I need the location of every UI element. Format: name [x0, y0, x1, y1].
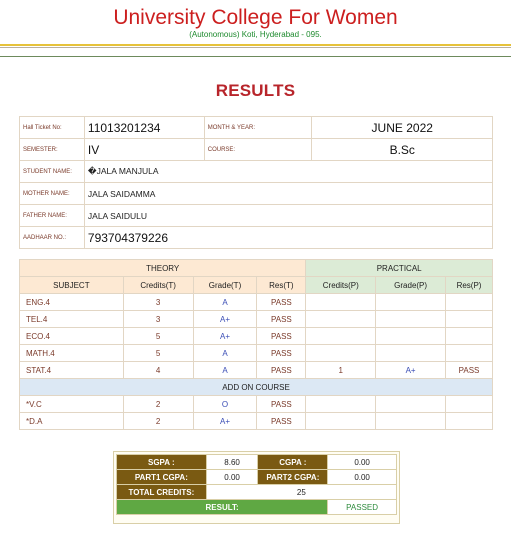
subject-cell: ECO.4 — [20, 328, 124, 345]
col-grade-p: Grade(P) — [376, 277, 446, 294]
res-t-cell: PASS — [257, 362, 306, 379]
credits-t-cell: 4 — [123, 362, 193, 379]
res-p-cell — [446, 345, 493, 362]
header-rule-thin — [0, 47, 511, 48]
gpa-summary-table — [116, 454, 397, 515]
col-subject: SUBJECT — [20, 277, 124, 294]
credits-t-cell: 2 — [123, 413, 193, 430]
subject-cell: MATH.4 — [20, 345, 124, 362]
res-p-cell — [446, 294, 493, 311]
credits-t-cell: 5 — [123, 328, 193, 345]
sgpa-label: SGPA : — [117, 455, 207, 470]
res-p-cell — [446, 396, 493, 413]
info-row-hallticket — [20, 117, 493, 139]
college-address: (Autonomous) Koti, Hyderabad - 095. — [189, 30, 322, 39]
grade-t-cell: A+ — [193, 311, 257, 328]
grade-t-cell: A — [193, 294, 257, 311]
credits-p-cell — [306, 413, 376, 430]
sgpa-value: 8.60 — [206, 455, 258, 470]
grade-p-cell — [376, 413, 446, 430]
father-name-label: FATHER NAME: — [20, 205, 85, 227]
marks-table — [19, 259, 493, 430]
grade-t-cell: A+ — [193, 413, 257, 430]
cgpa-label: CGPA : — [258, 455, 328, 470]
page-title: RESULTS — [215, 81, 296, 100]
cgpa-value: 0.00 — [328, 455, 397, 470]
info-row-father — [20, 205, 493, 227]
father-name-value: JALA SAIDULU — [84, 205, 492, 227]
subject-cell: STAT.4 — [20, 362, 124, 379]
table-row — [20, 328, 493, 345]
subject-cell: TEL.4 — [20, 311, 124, 328]
hall-ticket-label: Hall Ticket No: — [20, 117, 85, 139]
res-p-cell — [446, 328, 493, 345]
res-p-cell: PASS — [446, 362, 493, 379]
res-p-cell — [446, 311, 493, 328]
col-grade-t: Grade(T) — [193, 277, 257, 294]
grade-t-cell: O — [193, 396, 257, 413]
header-rule-bottom — [0, 56, 511, 57]
credits-p-cell: 1 — [306, 362, 376, 379]
column-header-row — [20, 277, 493, 294]
theory-header: THEORY — [20, 260, 306, 277]
grade-p-cell — [376, 311, 446, 328]
student-info-table — [19, 116, 493, 249]
section-header-row — [20, 260, 493, 277]
grade-p-cell: A+ — [376, 362, 446, 379]
college-name: University College For Women — [113, 6, 398, 29]
info-row-aadhaar — [20, 227, 493, 249]
course-value: B.Sc — [312, 139, 493, 161]
table-row — [20, 345, 493, 362]
semester-value: IV — [84, 139, 204, 161]
part2-cgpa-label: PART2 CGPA: — [258, 470, 328, 485]
addon-course-header: ADD ON COURSE — [20, 379, 493, 396]
part-cgpa-row — [117, 470, 397, 485]
grade-p-cell — [376, 396, 446, 413]
col-credits-p: Credits(P) — [306, 277, 376, 294]
page-header — [0, 0, 511, 60]
table-row — [20, 362, 493, 379]
grade-t-cell: A+ — [193, 328, 257, 345]
col-res-t: Res(T) — [257, 277, 306, 294]
student-name-label: STUDENT NAME: — [20, 161, 85, 183]
credits-p-cell — [306, 311, 376, 328]
table-row — [20, 413, 493, 430]
credits-p-cell — [306, 396, 376, 413]
col-res-p: Res(P) — [446, 277, 493, 294]
col-credits-t: Credits(T) — [123, 277, 193, 294]
res-t-cell: PASS — [257, 328, 306, 345]
table-row — [20, 396, 493, 413]
credits-t-cell: 3 — [123, 294, 193, 311]
result-value: PASSED — [328, 500, 397, 515]
subject-cell: *D.A — [20, 413, 124, 430]
credits-p-cell — [306, 345, 376, 362]
res-t-cell: PASS — [257, 396, 306, 413]
part2-cgpa-value: 0.00 — [328, 470, 397, 485]
aadhaar-value: 793704379226 — [84, 227, 492, 249]
credits-p-cell — [306, 328, 376, 345]
info-row-student — [20, 161, 493, 183]
table-row — [20, 311, 493, 328]
student-name-value: �JALA MANJULA — [84, 161, 492, 183]
res-t-cell: PASS — [257, 311, 306, 328]
sgpa-row — [117, 455, 397, 470]
subject-cell: *V.C — [20, 396, 124, 413]
hall-ticket-value: 11013201234 — [84, 117, 204, 139]
total-credits-value: 25 — [206, 485, 396, 500]
result-label: RESULT: — [117, 500, 328, 515]
credits-p-cell — [306, 294, 376, 311]
grade-p-cell — [376, 294, 446, 311]
total-credits-row — [117, 485, 397, 500]
month-year-value: JUNE 2022 — [312, 117, 493, 139]
mother-name-value: JALA SAIDAMMA — [84, 183, 492, 205]
mother-name-label: MOTHER NAME: — [20, 183, 85, 205]
res-p-cell — [446, 413, 493, 430]
res-t-cell: PASS — [257, 413, 306, 430]
table-row — [20, 294, 493, 311]
info-row-mother — [20, 183, 493, 205]
res-t-cell: PASS — [257, 294, 306, 311]
course-label: COURSE: — [204, 139, 312, 161]
grade-t-cell: A — [193, 345, 257, 362]
header-rule-gold — [0, 44, 511, 46]
result-row — [117, 500, 397, 515]
credits-t-cell: 3 — [123, 311, 193, 328]
res-t-cell: PASS — [257, 345, 306, 362]
info-row-semester — [20, 139, 493, 161]
credits-t-cell: 2 — [123, 396, 193, 413]
part1-cgpa-value: 0.00 — [206, 470, 258, 485]
grade-t-cell: A — [193, 362, 257, 379]
addon-header-row — [20, 379, 493, 396]
credits-t-cell: 5 — [123, 345, 193, 362]
aadhaar-label: AADHAAR NO.: — [20, 227, 85, 249]
semester-label: SEMESTER: — [20, 139, 85, 161]
part1-cgpa-label: PART1 CGPA: — [117, 470, 207, 485]
grade-p-cell — [376, 345, 446, 362]
month-year-label: MONTH & YEAR: — [204, 117, 312, 139]
practical-header: PRACTICAL — [306, 260, 493, 277]
total-credits-label: TOTAL CREDITS: — [117, 485, 207, 500]
subject-cell: ENG.4 — [20, 294, 124, 311]
grade-p-cell — [376, 328, 446, 345]
gpa-summary-box — [113, 451, 400, 524]
